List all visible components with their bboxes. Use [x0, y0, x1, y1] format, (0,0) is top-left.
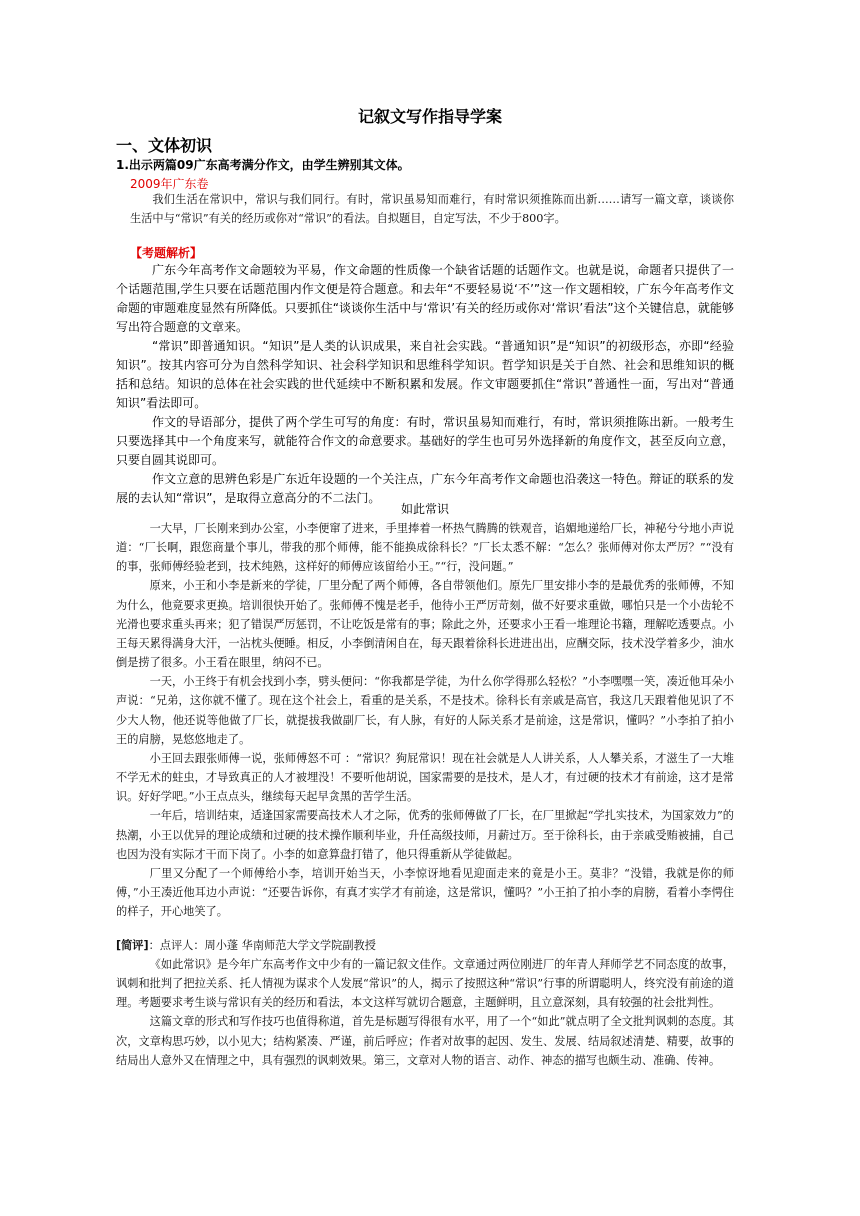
analysis-paragraph: 作文立意的思辨色彩是广东近年设题的一个关注点，广东今年高考作文命题也沿袭这一特色。辩证的联系的发展的去认知“常识”，是取得立意高分的不二法门。: [116, 472, 734, 505]
comment-paragraph: 《如此常识》是今年广东高考作文中少有的一篇记叙文佳作。文章通过两位刚进厂的年青人拜师学艺不同态度的故事，讽刺和批判了把拉关系、托人情视为谋求个人发展“常识”的人，揭示了按照这种“常识”行事的所谓聪明人，终究没有前途的道理。考题要求考生谈与常识有关的经历和看法，本文这样写就切合题意，主题鲜明，且立意深刻，具有较强的社会批判性。: [116, 958, 734, 1010]
instruction-line: [116, 157, 734, 173]
essay-paragraph: 一年后，培训结束，适逢国家需要高技术人才之际，优秀的张师傅做了厂长，在厂里掀起“学扎实技术，为国家效力”的热潮，小王以优异的理论成绩和过硬的技术操作顺利毕业，升任高级技师，月薪过万。至于徐科长，由于亲戚受贿被捕，自己也因为没有实际才干而下岗了。小李的如意算盘打错了，他只得重新从学徒做起。: [116, 809, 734, 861]
prompt-paragraph: 我们生活在常识中，常识与我们同行。有时，常识虽易知而难行，有时常识须推陈而出新……请写一篇文章，谈谈你生活中与“常识”有关的经历或你对“常识”的看法。自拟题目，自定写法，不少于800字。: [130, 193, 734, 226]
essay-paragraph: 厂里又分配了一个师傅给小李，培训开始当天，小李惊讶地看见迎面走来的竟是小王。莫非？“没错，我就是你的师傅，”小王凑近他耳边小声说：“还要告诉你，有真才实学才有前途，这是常识，懂吗？”小王拍了拍小李的肩膀，看着小李愕住的样子，开心地笑了。: [116, 866, 734, 919]
essay-title-block: [116, 500, 734, 518]
brief-label: [简评]: [116, 939, 149, 952]
analysis-section: [116, 261, 734, 508]
instruction-text: 1.出示两篇09广东高考满分作文，由学生辨别其文体。: [116, 158, 410, 172]
page-title: 记叙文写作指导学案: [357, 107, 502, 126]
review-comment: [116, 955, 734, 1070]
essay-paragraph: 小王回去跟张师傅一说，张师傅怒不可 ：“常识？狗屁常识！现在社会就是人人讲关系，人人攀关系，才滋生了一大堆不学无术的蛀虫，才导致真正的人才被埋没！不要听他胡说，国家需要的是技术，是人才，有过硬的技术才有前途，这才是常识。好好学吧。”小王点点头，继续每天起早贪黑的苦学生活。: [116, 751, 734, 804]
analysis-label-block: [116, 245, 734, 261]
brief-review-line: [116, 936, 734, 955]
section-1-heading: [116, 135, 734, 157]
analysis-label: 【考题解析】: [130, 246, 203, 260]
brief-reviewer: ：点评人：周小蓬 华南师范大学文学院副教授: [148, 939, 376, 952]
comment-paragraph: 这篇文章的形式和写作技巧也值得称道，首先是标题写得很有水平，用了一个“如此”就点明了全文批判讽刺的态度。其次，文章构思巧妙，以小见大；结构紧凑、严谨，前后呼应；作者对故事的起因、发生、发展、结局叙述清楚、精要，故事的结局出人意外又在情理之中，具有强烈的讽刺效果。第三，文章对人物的语言、动作、神态的描写也颇生动、准确、传神。: [116, 1015, 734, 1067]
essay-paragraph: 一天，小王终于有机会找到小李，劈头便问：“你我都是学徒，为什么你学得那么轻松？”小李嘿嘿一笑，凑近他耳朵小声说：“兄弟，这你就不懂了。现在这个社会上，看重的是关系，不是技术。徐科长有亲戚是高官，我这几天跟着他见识了不少大人物，他还说等他做了厂长，就提拔我做副厂长，有人脉，有好的人际关系才是前途，这是常识，懂吗？”小李拍了拍小王的肩膀，晃悠悠地走了。: [116, 675, 734, 746]
essay-body: [116, 519, 734, 921]
essay-title: 如此常识: [400, 502, 449, 516]
exam-label: 2009年广东卷: [130, 177, 209, 191]
analysis-paragraph: “常识”即普通知识。“知识”是人类的认识成果，来自社会实践。“普通知识”是“知识”的初级形态，亦即“经验知识”。按其内容可分为自然科学知识、社会科学知识和思维科学知识。哲学知识是关于自然、社会和思维知识的概括和总结。知识的总体在社会实践的世代延续中不断积累和发展。作文审题要抓住“常识”普通性一面，写出对“普通知识”看法即可。: [116, 339, 734, 410]
brief-review: [116, 936, 734, 955]
exam-prompt: [116, 190, 734, 228]
essay-paragraph: 一大早，厂长刚来到办公室，小李便窜了进来，手里捧着一杯热气腾腾的铁观音，谄媚地递给厂长，神秘兮兮地小声说道：“厂长啊，跟您商量个事儿，带我的那个师傅，能不能换成徐科长？”厂长太悉不解：“怎么？张师傅对你太严厉？”“没有的事，张师傅经验老到，技术纯熟，这样好的师傅应该留给小王。”“行，没问题。”: [116, 522, 734, 574]
section-heading-text: 一、文体初识: [116, 136, 213, 155]
analysis-paragraph: 广东今年高考作文命题较为平易，作文命题的性质像一个缺省话题的话题作文。也就是说，命题者只提供了一个话题范围,学生只要在话题范围内作文便是符合题意。和去年“不要轻易说‘不’”这一作文题相较，广东今年高考作文命题的审题难度显然有所降低。只要抓住“谈谈你生活中与‘常识’有关的经历或你对‘常识’看法”这个关键信息，就能够写出符合题意的文章来。: [116, 263, 734, 334]
analysis-paragraph: 作文的导语部分，提供了两个学生可写的角度：有时，常识虽易知而难行，有时，常识须推陈出新。一般考生只要选择其中一个角度来写，就能符合作文的命意要求。基础好的学生也可另外选择新的角度作文，甚至反向立意，只要自圆其说即可。: [116, 415, 734, 467]
essay-paragraph: 原来，小王和小李是新来的学徒，厂里分配了两个师傅，各自带领他们。原先厂里安排小李的是最优秀的张师傅，不知为什么，他竟要求更换。培训很快开始了。张师傅不愧是老手，他待小王严厉苛刻，做不好要求重做，哪怕只是一个小齿轮不光滑也要求重头再来；犯了错误严厉惩罚，不让吃饭是常有的事；除此之外，还要求小王看一堆理论书籍，理解吃透要点。小王每天累得满身大汗，一沾枕头便睡。相反，小李倒清闲自在，每天跟着徐科长进进出出，应酬交际，技术没学着多少，油水倒是捞了很多。小王看在眼里，纳闷不已。: [116, 579, 734, 670]
